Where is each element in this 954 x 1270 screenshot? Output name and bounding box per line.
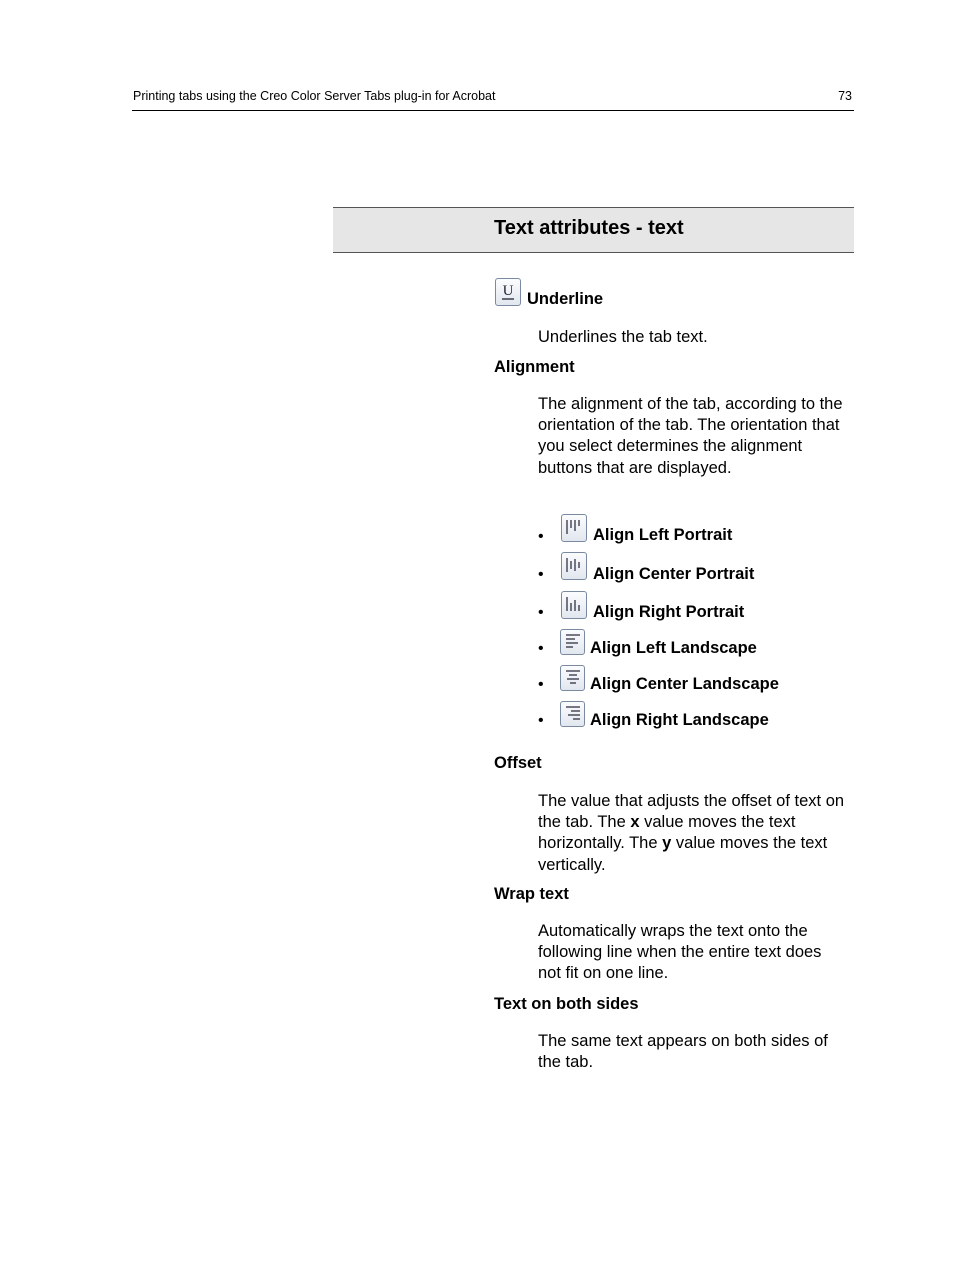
align-left-landscape-icon <box>560 629 585 655</box>
bullet: • <box>538 676 544 693</box>
underline-icon <box>495 278 521 306</box>
alignment-term: Alignment <box>494 358 575 376</box>
align-center-landscape-label: Align Center Landscape <box>590 675 779 693</box>
offset-x-label: x <box>630 813 640 832</box>
section-heading: Text attributes - text <box>494 217 684 239</box>
page-header <box>132 88 854 111</box>
offset-desc-text: value moves the text vertically. <box>538 834 828 874</box>
bullet: • <box>538 528 544 545</box>
align-right-landscape-label: Align Right Landscape <box>590 711 769 729</box>
align-center-landscape-icon <box>560 665 585 691</box>
bullet: • <box>538 604 544 621</box>
text-both-sides-description: The same text appears on both sides of the tab. <box>538 1032 828 1072</box>
underline-term: Underline <box>527 290 604 308</box>
section-heading-band <box>333 207 854 253</box>
offset-desc-text: The value that adjusts the offset of text on the tab. The <box>538 792 845 832</box>
align-left-portrait-label: Align Left Portrait <box>593 526 733 544</box>
align-center-portrait-label: Align Center Portrait <box>593 565 755 583</box>
align-right-portrait-icon <box>561 591 587 619</box>
page-number: 73 <box>838 89 852 103</box>
offset-y-label: y <box>662 834 672 853</box>
svg-text:U: U <box>502 283 514 299</box>
offset-term: Offset <box>494 754 542 772</box>
offset-desc-text: value moves the text horizontally. The <box>538 813 796 853</box>
text-both-sides-term: Text on both sides <box>494 995 639 1013</box>
underline-description: Underlines the tab text. <box>538 328 708 346</box>
bullet: • <box>538 712 544 729</box>
wrap-text-term: Wrap text <box>494 885 569 903</box>
alignment-description: The alignment of the tab, according to the orientation of the tab. The orientation that you select determines the alignment buttons that are displayed. <box>538 395 843 477</box>
offset-description <box>538 791 854 876</box>
align-center-portrait-icon <box>561 552 587 580</box>
align-left-landscape-label: Align Left Landscape <box>590 639 757 657</box>
align-left-portrait-icon <box>561 514 587 542</box>
bullet: • <box>538 566 544 583</box>
align-right-portrait-label: Align Right Portrait <box>593 603 745 621</box>
align-right-landscape-icon <box>560 701 585 727</box>
wrap-text-description: Automatically wraps the text onto the following line when the entire text does not fit on one line. <box>538 922 822 983</box>
header-title: Printing tabs using the Creo Color Server Tabs plug-in for Acrobat <box>133 89 496 103</box>
bullet: • <box>538 640 544 657</box>
